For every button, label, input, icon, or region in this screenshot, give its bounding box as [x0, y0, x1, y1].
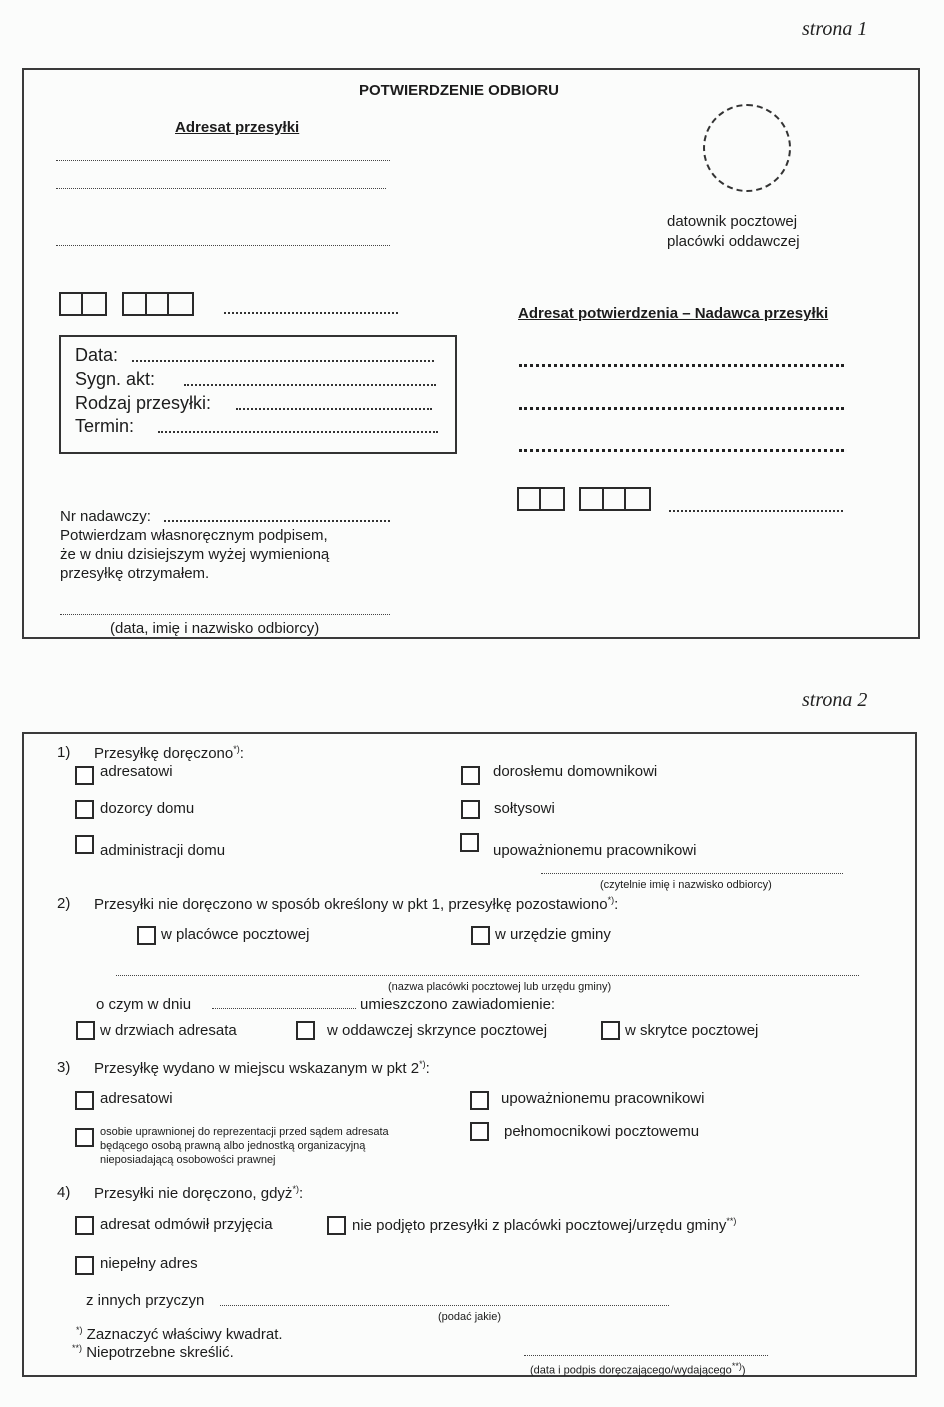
checkbox-s2-municipality[interactable]	[471, 926, 490, 945]
checkbox-s3-postal-proxy[interactable]	[470, 1122, 489, 1141]
checkbox-s2-door[interactable]	[76, 1021, 95, 1040]
checkbox-s3-authorized-employee[interactable]	[470, 1091, 489, 1110]
s3-authorized-employee-label: upoważnionemu pracownikowi	[501, 1090, 705, 1107]
s1-authorized-employee-label: upoważnionemu pracownikowi	[493, 842, 697, 859]
s4-refused-label: adresat odmówił przyjęcia	[100, 1216, 273, 1233]
s1-recipient-name-line[interactable]	[541, 873, 843, 874]
checkbox-s2-post-office[interactable]	[137, 926, 156, 945]
postmark-caption-2: placówki oddawczej	[667, 233, 800, 250]
checkbox-s1-authorized-employee[interactable]	[460, 833, 479, 852]
s2-post-office-label: w placówce pocztowej	[161, 926, 310, 943]
checkbox-s4-refused[interactable]	[75, 1216, 94, 1235]
confirmation-text-2: że w dniu dzisiejszym wyżej wymienioną	[60, 546, 330, 563]
case-type-label: Rodzaj przesyłki:	[75, 393, 212, 413]
checkbox-s1-village-head[interactable]	[461, 800, 480, 819]
checkbox-s3-addressee[interactable]	[75, 1091, 94, 1110]
s2-municipality-label: w urzędzie gminy	[495, 926, 611, 943]
checkbox-s3-legal-representative[interactable]	[75, 1128, 94, 1147]
page-label-1: strona 1	[802, 18, 868, 40]
checkbox-s1-addressee[interactable]	[75, 766, 94, 785]
s4-incomplete-address-label: niepełny adres	[100, 1255, 198, 1272]
return-line-2[interactable]	[519, 407, 844, 410]
form-title: POTWIERDZENIE ODBIORU	[359, 82, 560, 99]
s2-notice-suffix: umieszczono zawiadomienie:	[360, 996, 556, 1013]
postcode-boxes-3[interactable]	[122, 292, 194, 316]
s4-other-caption: (podać jakie)	[438, 1311, 501, 1323]
s4-not-collected-label: nie podjęto przesyłki z placówki pocztowej/urzędu gminy**)	[352, 1216, 737, 1234]
sender-no-label: Nr nadawczy:	[60, 508, 151, 525]
postmark-caption-1: datownik pocztowej	[667, 213, 798, 230]
s1-addressee-label: adresatowi	[100, 763, 173, 780]
carrier-signature-caption: (data i podpis doręczającego/wydającego**))	[530, 1361, 746, 1377]
s2-notice-date-line[interactable]	[212, 1008, 356, 1009]
s2-office-caption: (nazwa placówki pocztowej lub urzędu gminy)	[388, 981, 612, 993]
section-4-number: 4)	[57, 1184, 71, 1201]
s1-adult-household-label: dorosłemu domownikowi	[493, 763, 658, 780]
section-3-title: Przesyłkę wydano w miejscu wskazanym w pkt 2*):	[94, 1059, 430, 1077]
city-line[interactable]	[224, 312, 398, 314]
return-city-line[interactable]	[669, 510, 843, 512]
recipient-caption: (data, imię i nazwisko odbiorcy)	[110, 620, 320, 637]
s2-door-label: w drzwiach adresata	[100, 1022, 237, 1039]
s3-legal-text-1: osobie uprawnionej do reprezentacji przed sądem adresata	[100, 1126, 389, 1138]
sender-no-line[interactable]	[164, 520, 390, 522]
checkbox-s1-caretaker[interactable]	[75, 800, 94, 819]
return-line-3[interactable]	[519, 449, 844, 452]
s3-addressee-label: adresatowi	[100, 1090, 173, 1107]
s3-legal-text-3: nieposiadającą osobowości prawnej	[100, 1154, 276, 1166]
carrier-signature-line[interactable]	[524, 1355, 768, 1356]
section-4-title: Przesyłki nie doręczono, gdyż*):	[94, 1184, 304, 1202]
s1-village-head-label: sołtysowi	[494, 800, 555, 817]
confirmation-text-3: przesyłkę otrzymałem.	[60, 565, 210, 582]
return-postcode-boxes-2[interactable]	[517, 487, 565, 511]
s4-other-label: z innych przyczyn	[86, 1292, 205, 1309]
return-postcode-boxes-3[interactable]	[579, 487, 651, 511]
checkbox-s2-po-box[interactable]	[601, 1021, 620, 1040]
section-2-title: Przesyłki nie doręczono w sposób określony w pkt 1, przesyłkę pozostawiono*):	[94, 895, 619, 913]
footnote-1: *) Zaznaczyć właściwy kwadrat.	[76, 1325, 283, 1343]
page-label-2: strona 2	[802, 689, 868, 711]
checkbox-s4-incomplete-address[interactable]	[75, 1256, 94, 1275]
recipient-signature-line[interactable]	[60, 614, 390, 615]
footnote-2: **) Niepotrzebne skreślić.	[72, 1343, 234, 1361]
s4-other-reason-line[interactable]	[220, 1305, 669, 1306]
s2-notice-prefix: o czym w dniu	[96, 996, 192, 1013]
case-signature-label: Sygn. akt:	[75, 369, 156, 389]
addressee-line-2[interactable]	[56, 188, 386, 189]
return-line-1[interactable]	[519, 364, 844, 367]
s1-recipient-caption: (czytelnie imię i nazwisko odbiorcy)	[600, 879, 772, 891]
confirmation-text-1: Potwierdzam własnoręcznym podpisem,	[60, 527, 328, 544]
s3-postal-proxy-label: pełnomocnikowi pocztowemu	[504, 1123, 700, 1140]
section-1-title: Przesyłkę doręczono*):	[94, 744, 244, 762]
return-heading: Adresat potwierdzenia – Nadawca przesyłki	[518, 305, 829, 322]
case-term-line[interactable]	[158, 431, 438, 433]
checkbox-s1-building-admin[interactable]	[75, 835, 94, 854]
postcode-boxes-2[interactable]	[59, 292, 107, 316]
case-term-label: Termin:	[75, 416, 135, 436]
s1-caretaker-label: dozorcy domu	[100, 800, 195, 817]
s2-po-box-label: w skrytce pocztowej	[625, 1022, 759, 1039]
case-signature-line[interactable]	[184, 384, 436, 386]
s3-legal-text-2: będącego osobą prawną albo jednostką organizacyjną	[100, 1140, 366, 1152]
addressee-line-1[interactable]	[56, 160, 390, 161]
section-1-number: 1)	[57, 744, 71, 761]
s2-office-name-line[interactable]	[116, 975, 859, 976]
checkbox-s1-adult-household[interactable]	[461, 766, 480, 785]
addressee-line-3[interactable]	[56, 245, 390, 246]
section-3-number: 3)	[57, 1059, 71, 1076]
case-date-label: Data:	[75, 345, 119, 365]
checkbox-s4-not-collected[interactable]	[327, 1216, 346, 1235]
receipt-card-back	[22, 732, 917, 1377]
s2-mailbox-label: w oddawczej skrzynce pocztowej	[327, 1022, 548, 1039]
postmark-circle	[703, 104, 791, 192]
s1-building-admin-label: administracji domu	[100, 842, 226, 859]
addressee-heading: Adresat przesyłki	[175, 119, 300, 136]
case-type-line[interactable]	[236, 408, 432, 410]
section-2-number: 2)	[57, 895, 71, 912]
case-date-line[interactable]	[132, 360, 434, 362]
checkbox-s2-mailbox[interactable]	[296, 1021, 315, 1040]
